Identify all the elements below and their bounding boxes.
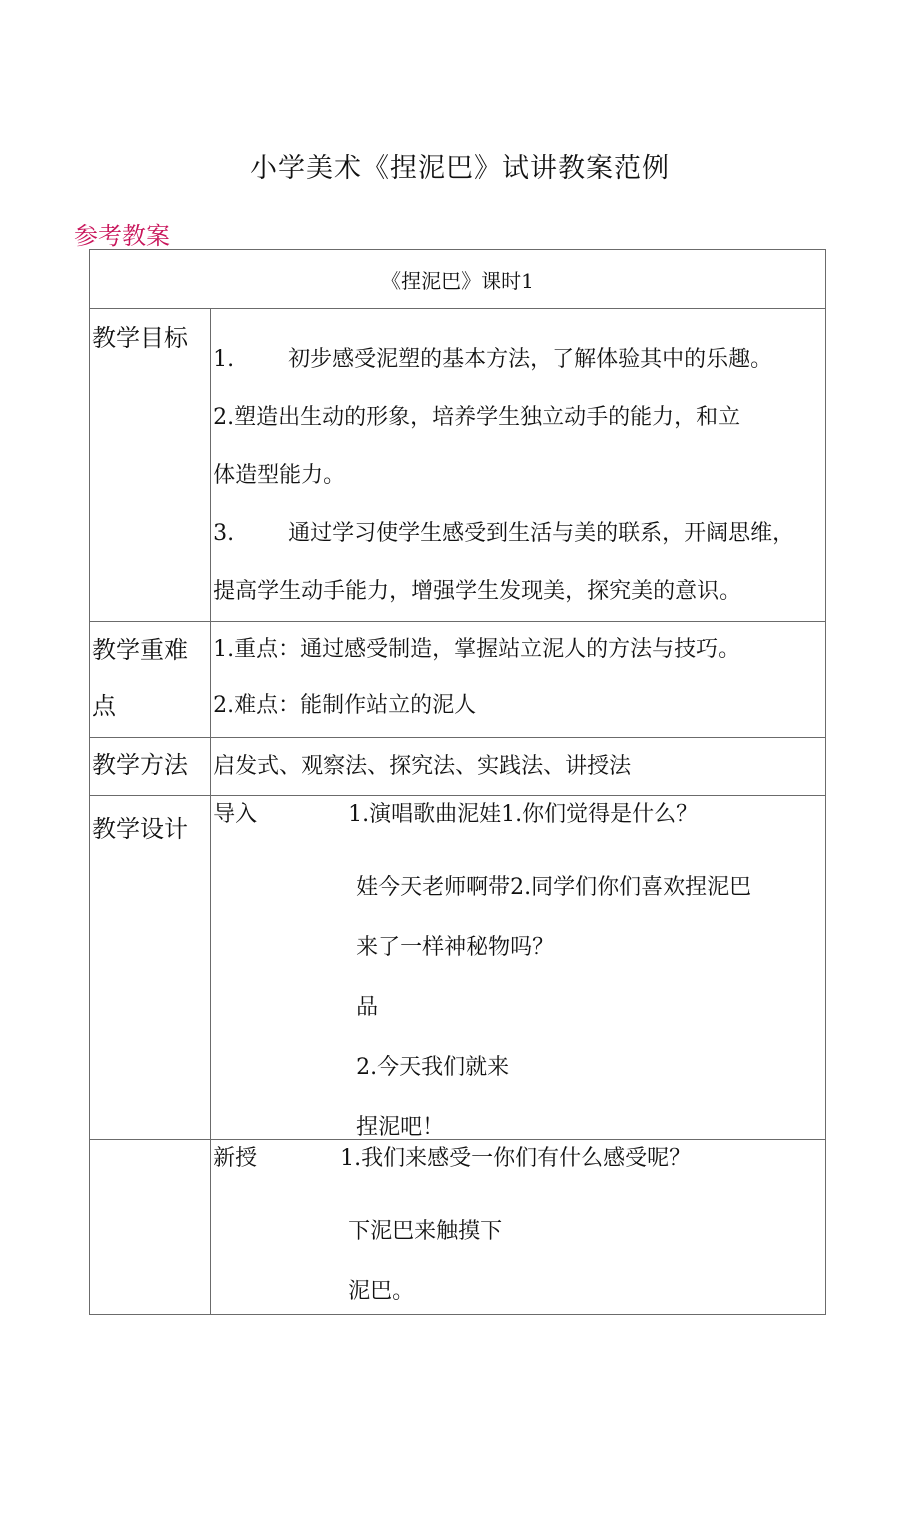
step-line: 下泥巴来触摸下	[348, 1219, 503, 1244]
lesson-plan-table	[89, 249, 826, 1315]
methods-content: 启发式、观察法、探究法、实践法、讲授法	[211, 738, 826, 796]
step-line: 泥巴。	[348, 1279, 415, 1304]
objective-line: 3. 通过学习使学生感受到生活与美的联系，开阔思维，	[213, 521, 795, 546]
step-line: 1.我们来感受一你们有什么感受呢？	[340, 1146, 692, 1171]
objective-line: 1. 初步感受泥塑的基本方法，了解体验其中的乐趣。	[213, 347, 773, 372]
step-line: 娃今天老师啊带2.同学们你们喜欢捏泥巴	[356, 875, 752, 900]
objective-line: 2.塑造出生动的形象，培养学生独立动手的能力，和立	[213, 405, 741, 430]
step-body	[340, 1142, 691, 1322]
methods-row	[90, 738, 826, 796]
step-name: 导入	[213, 802, 258, 827]
key-point-line: 1.重点：通过感受制造，掌握站立泥人的方法与技巧。	[213, 637, 741, 662]
objective-line: 提高学生动手能力，增强学生发现美，探究美的意识。	[213, 579, 742, 604]
design-label-empty	[90, 1140, 211, 1315]
methods-label: 教学方法	[90, 738, 211, 796]
step-line: 捏泥吧！	[356, 1115, 445, 1140]
step-line: 品	[356, 995, 379, 1020]
step-line: 来了一样神秘物吗？	[356, 935, 555, 960]
lesson-header: 《捏泥巴》课时1	[90, 250, 826, 309]
objective-line: 体造型能力。	[213, 463, 346, 488]
key-point-line: 2.难点：能制作站立的泥人	[213, 693, 477, 718]
key-points-content	[211, 622, 826, 738]
step-name: 新授	[213, 1146, 258, 1171]
design-label: 教学设计	[90, 796, 211, 1140]
step-line: 2.今天我们就来	[356, 1055, 510, 1080]
objectives-row	[90, 309, 826, 622]
objectives-content	[211, 309, 826, 622]
design-new-row	[90, 1140, 826, 1315]
step-line: 1.演唱歌曲泥娃1.你们觉得是什么？	[348, 802, 699, 827]
key-points-row	[90, 622, 826, 738]
document-title: 小学美术《捏泥巴》试讲教案范例	[250, 153, 670, 184]
step-intro	[211, 796, 826, 1140]
reference-label: 参考教案	[74, 222, 170, 250]
design-intro-row	[90, 796, 826, 1140]
objectives-label: 教学目标	[90, 309, 211, 622]
key-points-label: 教学重难 点	[90, 622, 211, 738]
table-header-row	[90, 250, 826, 309]
step-new	[211, 1140, 826, 1315]
step-body	[348, 798, 751, 1158]
